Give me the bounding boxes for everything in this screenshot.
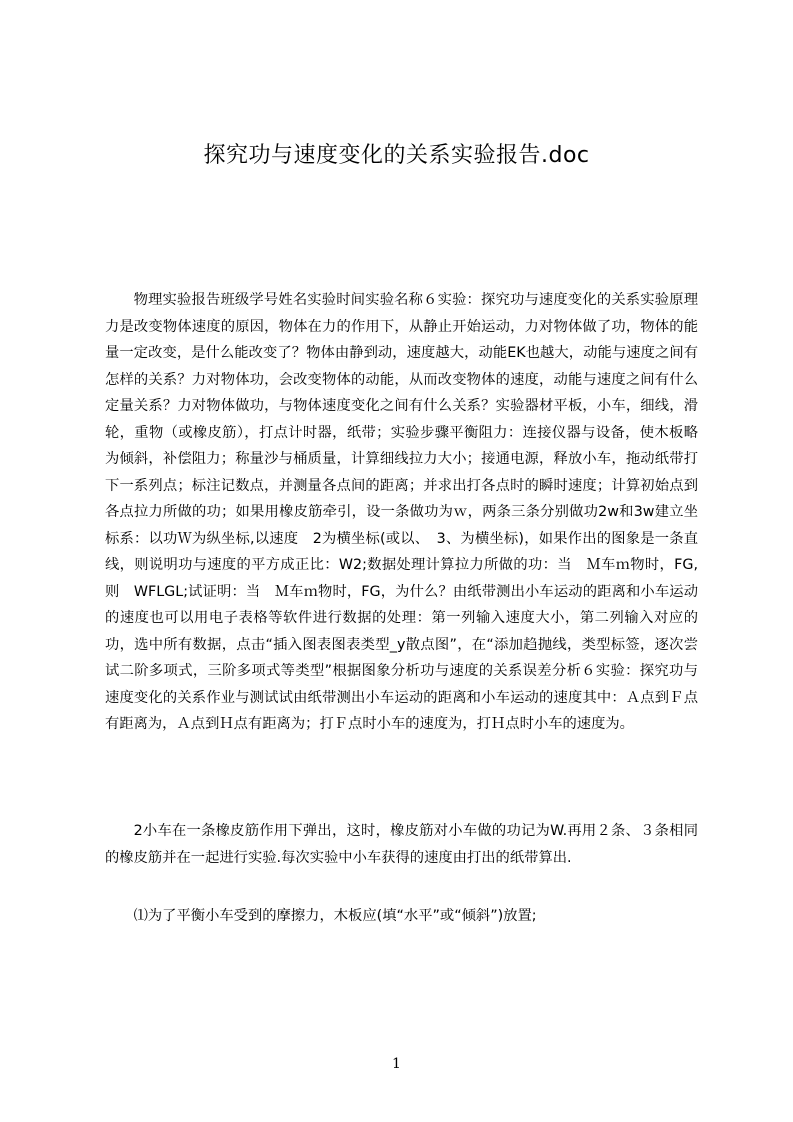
- body-paragraph-1: 物理实验报告班级学号姓名实验时间实验名称６实验：探究功与速度变化的关系实验原理力是改变物体速度的原因，物体在力的作用下，从静止开始运动，力对物体做了功，物体的能量一定改变，是什么能改变了？物体由静到动，速度越大，动能EK也越大，动能与速度之间有怎样的关系？力对物体功，会改变物体的动能，从而改变物体的速度，动能与速度之间有什么定量关系？力对物体做功，与物体速度变化之间有什么关系？实验器材平板，小车，细线，滑轮，重物（或橡皮筋），打点计时器，纸带；实验步骤平衡阻力：连接仪器与设备，使木板略为倾斜，补偿阻力；称量沙与桶质量，计算细线拉力大小；接通电源，释放小车，拖动纸带打下一系列点；标注记数点，并测量各点间的距离；并求出打各点时的瞬时速度；计算初始点到各点拉力所做的功；如果用橡皮筋牵引，设一条做功为ｗ，两条三条分别做功2w和3w建立坐标系：以功Ｗ为纵坐标,以速度 2为横坐标(或以、 3、为横坐标)，如果作出的图象是一条直线，则说明功与速度的平方成正比：W2;数据处理计算拉力所做的功：当 Ｍ车ｍ物时，FG,则 WFLGL;试证明：当 Ｍ车ｍ物时，FG，为什么？由纸带测出小车运动的距离和小车运动的速度也可以用电子表格等软件进行数据的处理：第一列输入速度大小，第二列输入对应的功，选中所有数据，点击“插入图表图表类型_y散点图”，在“添加趋抛线，类型标签，逐次尝试二阶多项式，三阶多项式等类型”根据图象分析功与速度的关系误差分析６实验：探究功与速度变化的关系作业与测试试由纸带测出小车运动的距离和小车运动的速度其中：Ａ点到Ｆ点有距离为，Ａ点到Ｈ点有距离为；打Ｆ点时小车的速度为，打Ｈ点时小车的速度为。: [105, 292, 698, 732]
- document-title: 探究功与速度变化的关系实验报告.doc: [203, 143, 590, 168]
- body-paragraph-3: ⑴为了平衡小车受到的摩擦力，木板应(填“水平”或“倾斜”)放置;: [133, 908, 537, 924]
- body-paragraph-2: 2小车在一条橡皮筋作用下弹出，这时，橡皮筋对小车做的功记为W.再用２条、３条相同的橡皮筋并在一起进行实验.每次实验中小车获得的速度由打出的纸带算出.: [105, 823, 698, 866]
- page-number: 1: [392, 1056, 401, 1072]
